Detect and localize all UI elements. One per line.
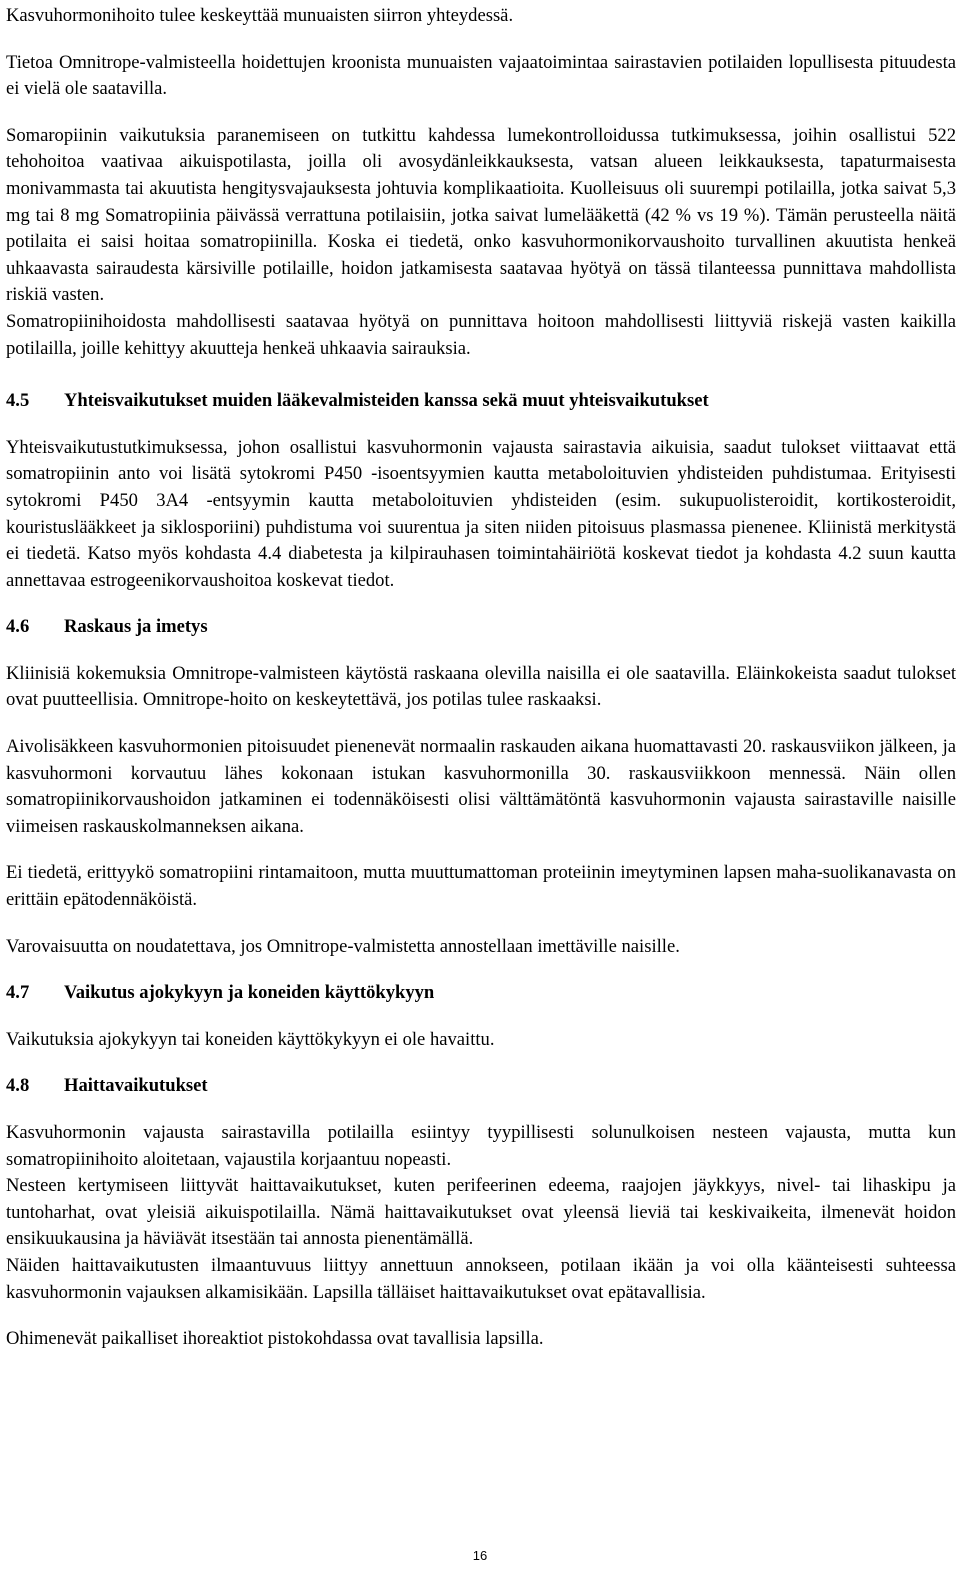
section-number: 4.8 [6,1075,30,1097]
section-heading-4-5 [6,388,956,415]
paragraph-critical-illness: Somaropiinin vaikutuksia paranemiseen on tutkittu kahdessa lumekontrolloidussa tutkimuksessa, joihin osallistui 522 tehohoitoa vaativaa aikuispotilasta, joilla oli avosydänleikkauksesta, vatsan alueen leikkauksesta, tapaturmaisesta monivammasta tai akuutista hengitysvajauksesta johtuvia komplikaatioita. Kuolleisuus oli suurempi potilailla, jotka saivat 5,3 mg tai 8 mg Somatropiinia päivässä verrattuna potilaisiin, jotka saivat lumelääkettä (42 % vs 19 %). Tämän perusteella näitä potilaita ei saisi hoitaa somatropiinilla. Koska ei tiedetä, onko kasvuhormonikorvaushoito turvallinen akuutista henkeä uhkaavasta sairaudesta kärsiville potilaille, hoidon jatkamisesta saatavaa hyötyä on tässä tilanteessa punnittava mahdollista riskiä vasten. [6,124,956,306]
paragraph-pituitary-hormone: Aivolisäkkeen kasvuhormonien pitoisuudet pienenevät normaalin raskauden aikana huomattavasti 20. raskausviikon jälkeen, ja kasvuhormoni korvautuu lähes kokonaan istukan kasvuhormonilla 30. raskausviikkoon mennessä. Näin ollen somatropiinikorvaushoidon jatkaminen ei todennäköisesti olisi välttämätöntä kasvuhormonin vajausta sairastaville naisille viimeisen raskauskolmanneksen aikana. [6,736,956,837]
section-heading-4-8 [6,1073,956,1100]
document-page [6,0,956,1353]
paragraph-skin-reactions: Ohimenevät paikalliset ihoreaktiot pistokohdassa ovat tavallisia lapsilla. [6,1328,544,1350]
paragraph-breast-milk: Ei tiedetä, erittyykö somatropiini rintamaitoon, mutta muuttumattoman proteiinin imeytyminen lapsen maha-suolikanavasta on erittäin epätodennäköistä. [6,862,956,911]
paragraph-interactions: Yhteisvaikutustutkimuksessa, johon osallistui kasvuhormonin vajausta sairastavia aikuisia, saadut tulokset viittaavat että somatropiinin anto voi lisätä sytokromi P450 -isoentsyymien kautta metaboloituvien yhdisteiden puhdistumaa. Erityisesti sytokromi P450 3A4 -entsyymin kautta metaboloituvien yhdisteiden (esim. sukupuolisteroidit, kortikosteroidit, kouristuslääkkeet ja siklosporiini) puhdistuma voi suurentua ja siten niiden pitoisuus plasmassa pienenee. Kliinistä merkitystä ei tiedetä. Katso myös kohdasta 4.4 diabetesta ja kilpirauhasen toimintahäiriötä koskevat tiedot ja kohdasta 4.2 suun kautta annettavaa estrogeenikorvaushoitoa koskevat tiedot. [6,436,956,591]
paragraph-fluid-retention: Nesteen kertymiseen liittyvät haittavaikutukset, kuten perifeerinen edeema, raajojen jäykkyys, nivel- tai lihaskipu ja tuntoharhat, ovat yleisiä aikuispotilailla. Nämä haittavaikutukset ovat yleensä lieviä tai keskivaikeita, ilmenevät hoidon ensikuukausina ja häviävät itsestään tai annosta pienentämällä. [6,1175,956,1250]
paragraph-risk-benefit: Somatropiinihoidosta mahdollisesti saatavaa hyötyä on punnittava hoitoon mahdollisesti liittyviä riskejä vasten kaikilla potilailla, joille kehittyy akuutteja henkeä uhkaavia sairauksia. [6,310,956,359]
section-title: Yhteisvaikutukset muiden lääkevalmisteiden kanssa sekä muut yhteisvaikutukset [64,390,709,412]
paragraph-dose-relation: Näiden haittavaikutusten ilmaantuvuus liittyy annettuun annokseen, potilaan ikään ja voi olla käänteisesti suhteessa kasvuhormonin vajauksen alkamisikään. Lapsilla tälläiset haittavaikutukset ovat epätavallisia. [6,1254,956,1303]
section-number: 4.7 [6,982,30,1004]
section-number: 4.5 [6,390,30,412]
section-heading-4-6 [6,614,956,641]
section-heading-4-7 [6,980,956,1007]
page-number: 16 [472,1548,488,1563]
paragraph-pregnancy-experience: Kliinisiä kokemuksia Omnitrope-valmisteen käytöstä raskaana olevilla naisilla ei ole saatavilla. Eläinkokeista saadut tulokset ovat puutteellisia. Omnitrope-hoito on keskeytettävä, jos potilas tulee raskaaksi. [6,662,956,711]
section-title: Vaikutus ajokykyyn ja koneiden käyttökykyyn [64,982,435,1004]
section-title: Raskaus ja imetys [64,616,208,638]
section-title: Haittavaikutukset [64,1075,208,1097]
paragraph-driving: Vaikutuksia ajokykyyn tai koneiden käyttökykyyn ei ole havaittu. [6,1028,495,1050]
paragraph-final-height: Tietoa Omnitrope-valmisteella hoidettujen kroonista munuaisten vajaatoimintaa sairastavien potilaiden lopullisesta pituudesta ei vielä ole saatavilla. [6,51,956,100]
paragraph-kidney-transplant: Kasvuhormonihoito tulee keskeyttää munuaisten siirron yhteydessä. [6,5,514,26]
paragraph-caution-nursing: Varovaisuutta on noudatettava, jos Omnitrope-valmistetta annostellaan imettäville naisille. [6,935,680,957]
section-number: 4.6 [6,616,30,638]
paragraph-fluid-deficit: Kasvuhormonin vajausta sairastavilla potilailla esiintyy tyypillisesti solunulkoisen nesteen vajausta, mutta kun somatropiinihoito aloitetaan, vajaustila korjaantuu nopeasti. [6,1122,956,1170]
